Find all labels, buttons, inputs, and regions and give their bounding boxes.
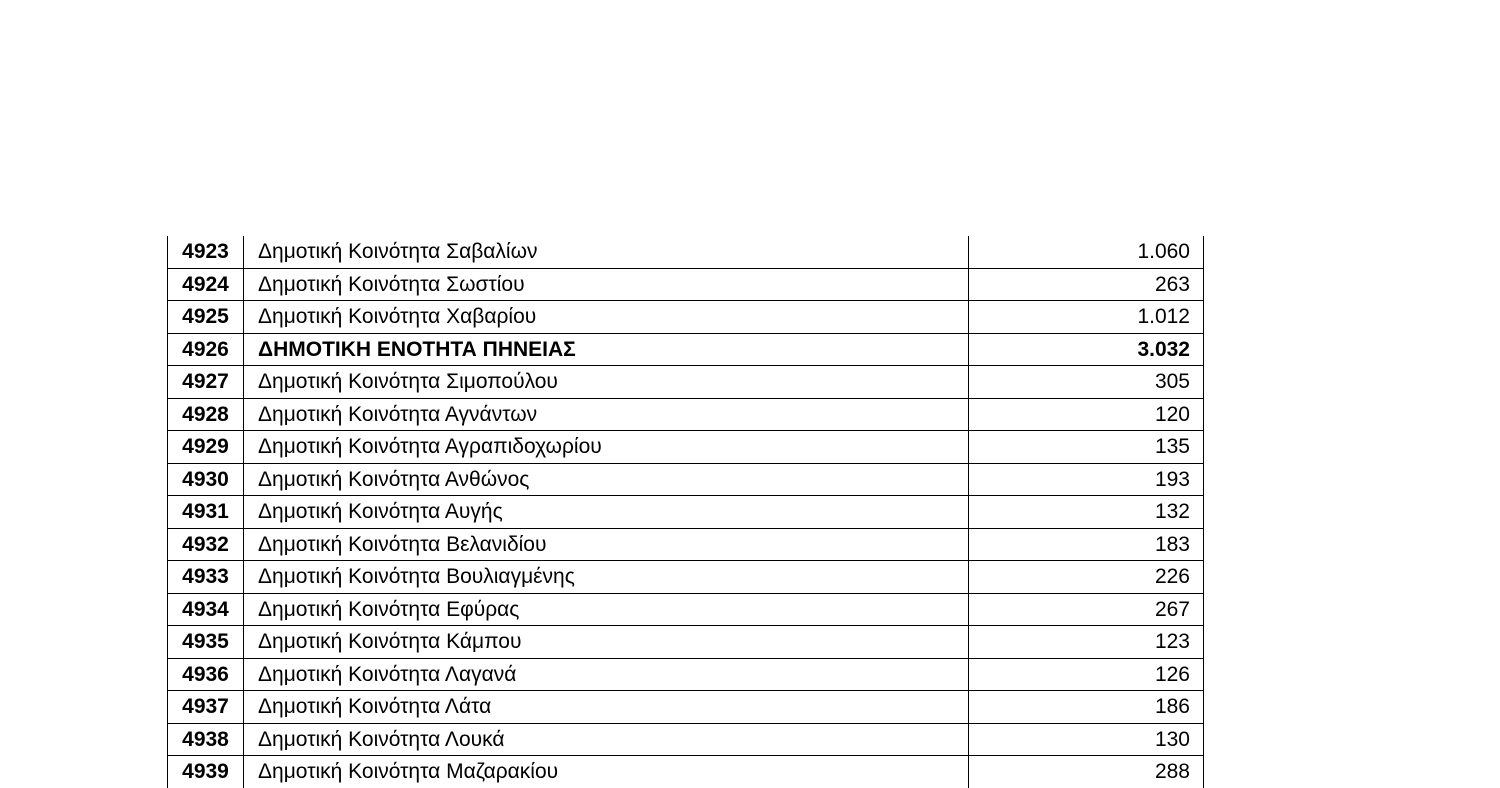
- table-row: [168, 723, 1204, 756]
- row-code: 4927: [168, 366, 244, 399]
- row-value: 3.032: [969, 333, 1204, 366]
- table-row: [168, 756, 1204, 788]
- row-name: Δημοτική Κοινότητα Σαβαλίων: [244, 236, 969, 268]
- row-value: 132: [969, 496, 1204, 529]
- table-row: [168, 691, 1204, 724]
- row-name: Δημοτική Κοινότητα Αυγής: [244, 496, 969, 529]
- table-row: [168, 463, 1204, 496]
- row-name: Δημοτική Κοινότητα Κάμπου: [244, 626, 969, 659]
- row-name: Δημοτική Κοινότητα Αγραπιδοχωρίου: [244, 431, 969, 464]
- table-row: [168, 658, 1204, 691]
- row-name: Δημοτική Κοινότητα Λουκά: [244, 723, 969, 756]
- row-code: 4935: [168, 626, 244, 659]
- community-table-body: [168, 236, 1204, 788]
- row-value: 1.060: [969, 236, 1204, 268]
- row-value: 263: [969, 268, 1204, 301]
- table-row: [168, 236, 1204, 268]
- table-row: [168, 528, 1204, 561]
- row-value: 288: [969, 756, 1204, 788]
- row-value: 120: [969, 398, 1204, 431]
- row-name: Δημοτική Κοινότητα Ανθώνος: [244, 463, 969, 496]
- table-row: [168, 398, 1204, 431]
- row-code: 4931: [168, 496, 244, 529]
- row-code: 4932: [168, 528, 244, 561]
- table-row: [168, 626, 1204, 659]
- table-row: [168, 333, 1204, 366]
- row-name: Δημοτική Κοινότητα Βουλιαγμένης: [244, 561, 969, 594]
- row-name: Δημοτική Κοινότητα Σωστίου: [244, 268, 969, 301]
- row-name: Δημοτική Κοινότητα Σιμοπούλου: [244, 366, 969, 399]
- table-row: [168, 301, 1204, 334]
- row-code: 4929: [168, 431, 244, 464]
- table-row: [168, 561, 1204, 594]
- table-row: [168, 593, 1204, 626]
- table-row: [168, 431, 1204, 464]
- community-table: [167, 236, 1204, 788]
- row-value: 130: [969, 723, 1204, 756]
- row-value: 123: [969, 626, 1204, 659]
- row-value: 183: [969, 528, 1204, 561]
- row-name: ΔΗΜΟΤΙΚΗ ΕΝΟΤΗΤΑ ΠΗΝΕΙΑΣ: [244, 333, 969, 366]
- row-value: 267: [969, 593, 1204, 626]
- row-name: Δημοτική Κοινότητα Λαγανά: [244, 658, 969, 691]
- row-value: 126: [969, 658, 1204, 691]
- table-row: [168, 268, 1204, 301]
- row-code: 4928: [168, 398, 244, 431]
- row-code: 4937: [168, 691, 244, 724]
- row-value: 226: [969, 561, 1204, 594]
- table-row: [168, 366, 1204, 399]
- row-value: 193: [969, 463, 1204, 496]
- row-value: 1.012: [969, 301, 1204, 334]
- row-code: 4924: [168, 268, 244, 301]
- row-value: 186: [969, 691, 1204, 724]
- row-name: Δημοτική Κοινότητα Λάτα: [244, 691, 969, 724]
- row-name: Δημοτική Κοινότητα Εφύρας: [244, 593, 969, 626]
- row-code: 4938: [168, 723, 244, 756]
- row-code: 4925: [168, 301, 244, 334]
- row-code: 4926: [168, 333, 244, 366]
- row-code: 4930: [168, 463, 244, 496]
- row-code: 4936: [168, 658, 244, 691]
- row-value: 305: [969, 366, 1204, 399]
- row-code: 4939: [168, 756, 244, 788]
- row-code: 4923: [168, 236, 244, 268]
- row-name: Δημοτική Κοινότητα Βελανιδίου: [244, 528, 969, 561]
- row-code: 4934: [168, 593, 244, 626]
- row-value: 135: [969, 431, 1204, 464]
- row-name: Δημοτική Κοινότητα Αγνάντων: [244, 398, 969, 431]
- row-name: Δημοτική Κοινότητα Μαζαρακίου: [244, 756, 969, 788]
- table-row: [168, 496, 1204, 529]
- row-code: 4933: [168, 561, 244, 594]
- row-name: Δημοτική Κοινότητα Χαβαρίου: [244, 301, 969, 334]
